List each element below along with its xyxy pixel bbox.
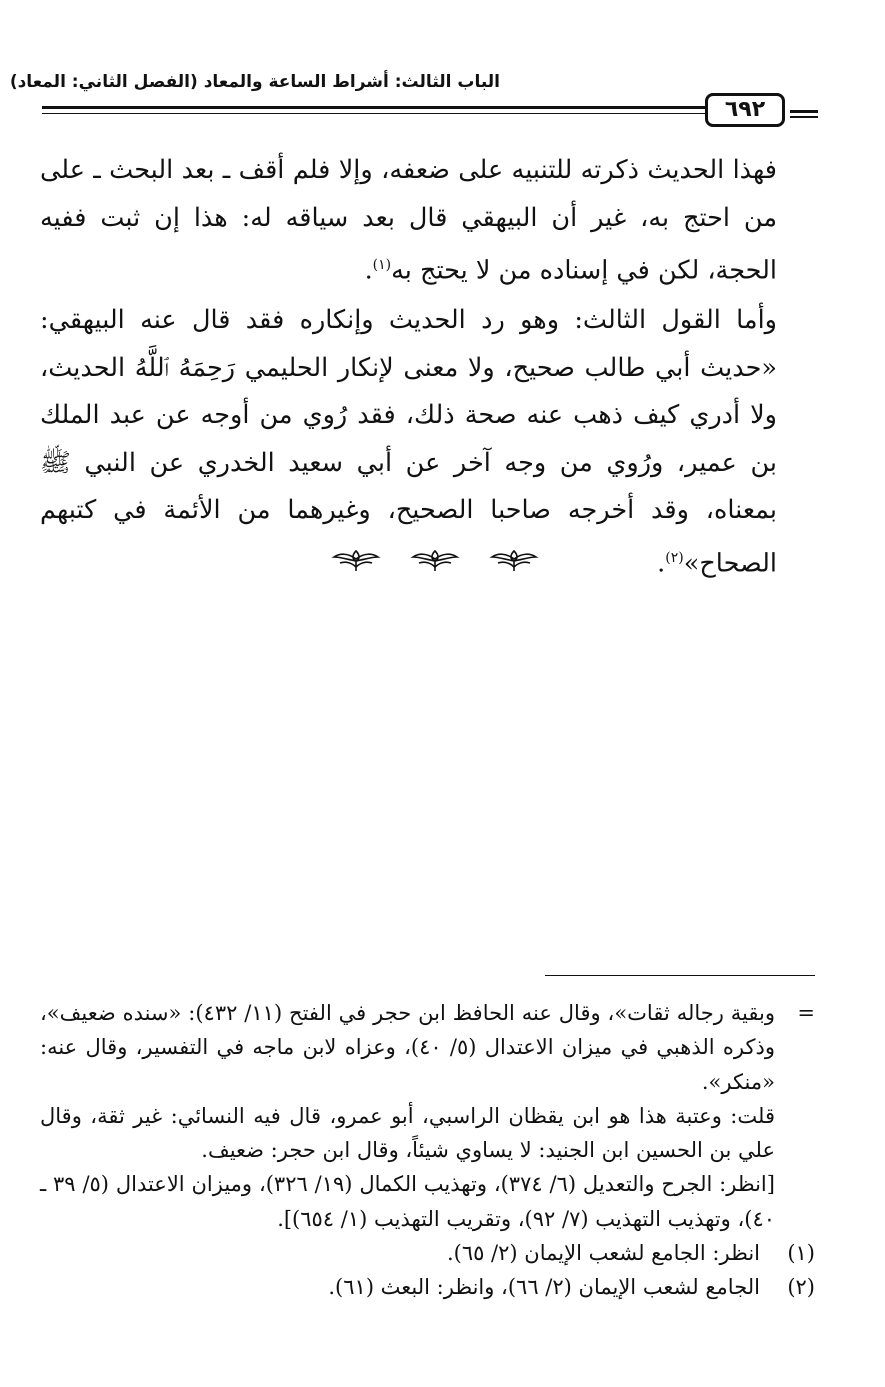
floral-divider-icon	[488, 547, 540, 573]
refs-text: [انظر: الجرح والتعديل (٦/ ٣٧٤)، وتهذيب الكمال (١٩/ ٣٢٦)، وميزان الاعتدال (٥/ ٣٩ ـ ٤٠)، وتهذيب التهذيب (٧/ ٩٢)، وتقريب التهذيب (١/ ٦٥٤)].	[40, 1172, 775, 1231]
paragraph-1	[40, 147, 815, 295]
running-title: الباب الثالث: أشراط الساعة والمعاد (الفصل الثاني: المعاد)	[9, 72, 500, 92]
paragraph-2-end: .	[657, 548, 666, 578]
continuation-text: وبقية رجاله ثقات»، وقال عنه الحافظ ابن حجر في الفتح (١١/ ٤٣٢): «سنده ضعيف»، وذكره الذهبي في ميزان الاعتدال (٥/ ٤٠)، وعزاه لابن ماجه في التفسير، وقال عنه: «منكر».	[40, 1001, 775, 1094]
floral-divider-icon	[409, 547, 461, 573]
paragraph-1-text: فهذا الحديث ذكرته للتنبيه على ضعفه، وإلا فلم أقف ـ بعد البحث ـ على من احتج به، غير أن البيهقي قال بعد سياقه له: هذا إن ثبت ففيه الحجة، لكن في إسناده من لا يحتج به	[40, 155, 777, 286]
footnote-text: الجامع لشعب الإيمان (٢/ ٦٦)، وانظر: البعث (٦١).	[328, 1275, 760, 1300]
footnote-refs	[40, 1167, 815, 1236]
footnote-item	[40, 1270, 815, 1304]
header-dash	[790, 110, 818, 113]
header-dash-thin	[790, 116, 818, 118]
paragraph-1-end: .	[364, 255, 373, 286]
footnote-ref-1: (١)	[372, 257, 392, 273]
paragraph-2-text: وأما القول الثالث: وهو رد الحديث وإنكاره فقد قال عنه البيهقي: «حديث أبي طالب صحيح، ولا معنى لإنكار الحليمي رَحِمَهُ ٱللَّهُ الحديث، ولا أدري كيف ذهب عنه صحة ذلك، فقد رُوي من أوجه عن عبد الملك بن عمير، ورُوي من وجه آخر عن أبي سعيد الخدري عن النبي ﷺ بمعناه، وقد أخرجه صاحبا الصحيح، وغيرهما من الأئمة في كتبهم الصحاح»	[40, 305, 777, 578]
footnote-continuation	[40, 996, 815, 1099]
paragraph-2	[40, 297, 815, 588]
footnote-separator	[545, 975, 815, 976]
header-rule-thin	[42, 113, 712, 114]
footnote-note	[40, 1099, 815, 1168]
header-rule-thick	[42, 106, 712, 109]
section-divider	[330, 547, 540, 573]
footnote-ref-2: (٢)	[665, 549, 684, 566]
footnote-number: (٢)	[787, 1275, 815, 1300]
footnote-text: انظر: الجامع لشعب الإيمان (٢/ ٦٥).	[446, 1241, 760, 1266]
footnote-item	[40, 1236, 815, 1270]
footnote-number: (١)	[787, 1241, 815, 1266]
note-text: قلت: وعتبة هذا هو ابن يقظان الراسبي، أبو عمرو، قال فيه النسائي: غير ثقة، وقال علي بن الحسين ابن الجنيد: لا يساوي شيئاً، وقال ابن حجر: ضعيف.	[40, 1103, 775, 1163]
page-number: ٦٩٢	[705, 93, 785, 127]
main-text	[40, 147, 815, 588]
footnotes	[40, 996, 815, 1305]
floral-divider-icon	[330, 547, 382, 573]
continuation-mark: =	[797, 1001, 815, 1025]
